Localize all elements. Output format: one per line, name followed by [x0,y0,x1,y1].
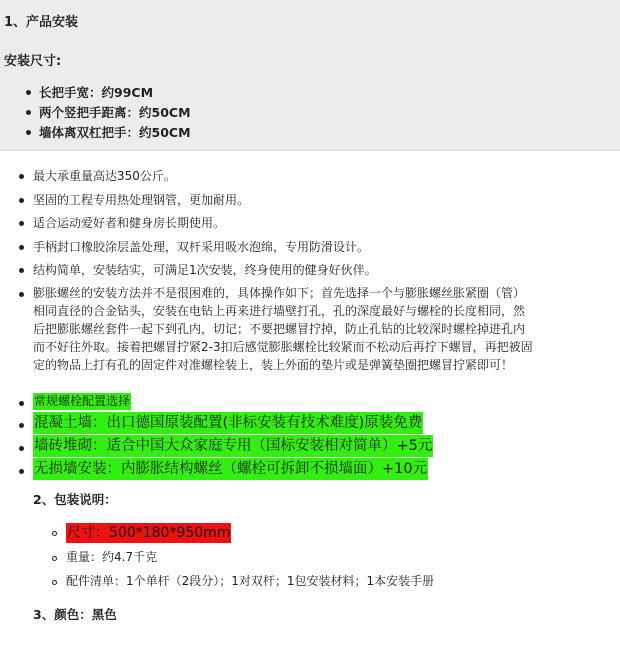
size-item: 两个竖把手距离：约50CM [39,105,191,120]
size-item: 长把手宽：约99CM [39,85,154,100]
paragraph-line: 定的物品上打有孔的固定件对准螺栓装上，装上外面的垫片或是弹簧垫圈把螺冒拧紧即可！ [33,358,514,372]
section-1-title: 1、产品安装 [4,15,79,30]
package-weight: 重量：约4.7千克 [66,550,158,564]
bullet-icon [19,174,24,179]
circle-bullet-icon [52,556,57,561]
feature-item: 坚固的工程专用热处理钢管，更加耐用。 [33,193,250,207]
feature-item: 最大承重量高达350公斤。 [33,169,176,183]
section-3-title: 3、颜色：黑色 [33,607,117,622]
bolt-options-heading: 常规螺栓配置选择 [34,394,131,408]
paragraph-line: 后把膨胀螺丝套件一起下到孔内，切记；不要把螺冒拧掉，防止孔钻的比较深时螺栓掉进孔内 [33,322,526,336]
bullet-icon [19,423,24,428]
circle-bullet-icon [52,531,57,536]
paragraph-line: 相同直径的合金钻头，安装在电钻上再来进行墙壁打孔，孔的深度最好与螺栓的长度相同，然 [33,304,526,318]
bullet-icon [26,110,31,115]
bullet-icon [19,469,24,474]
size-item: 墙体离双杠把手：约50CM [39,125,191,140]
install-instructions [33,284,617,374]
feature-item: 手柄封口橡胶涂层盖处理，双杆采用吸水泡绵，专用防滑设计。 [33,240,370,254]
bullet-icon [19,245,24,250]
feature-item: 结构简单，安装结实，可满足1次安装，终身使用的健身好伙伴。 [33,263,377,277]
bolt-option-concrete: 混凝土墙：出口德国原装配置(非标安装有技术难度)原装免费 [33,412,423,434]
bullet-icon [26,90,31,95]
bullet-icon [19,198,24,203]
bullet-icon [19,292,24,297]
bullet-icon [19,446,24,451]
bullet-icon [19,268,24,273]
feature-item: 适合运动爱好者和健身房长期使用。 [33,216,226,230]
install-size-panel [0,0,620,151]
bullet-icon [26,130,31,135]
bolt-option-non-destructive: 无损墙安装：内膨胀结构螺丝（螺栓可拆卸不损墙面）+10元 [33,458,428,480]
section-2-title: 2、包装说明： [33,492,117,507]
paragraph-line: 膨胀螺丝的安装方法并不是很困难的，具体操作如下；首先选择一个与膨胀螺丝胀紧圈（管） [33,286,526,300]
package-size-highlight: 尺寸：500*180*950mm [67,525,231,541]
package-contents: 配件清单：1个单杆（2段分）；1对双杆；1包安装材料；1本安装手册 [66,574,435,588]
paragraph-line: 而不好往外取。接着把螺冒拧紧2-3扣后感觉膨胀螺栓比较紧而不松动后再拧下螺冒，再把被固 [33,340,533,354]
circle-bullet-icon [52,580,57,585]
size-heading: 安装尺寸: [4,54,62,69]
bullet-icon [19,401,24,406]
bolt-option-brick: 墙砖堆砌：适合中国大众家庭专用（国标安装相对简单）+5元 [33,435,433,457]
bullet-icon [19,221,24,226]
